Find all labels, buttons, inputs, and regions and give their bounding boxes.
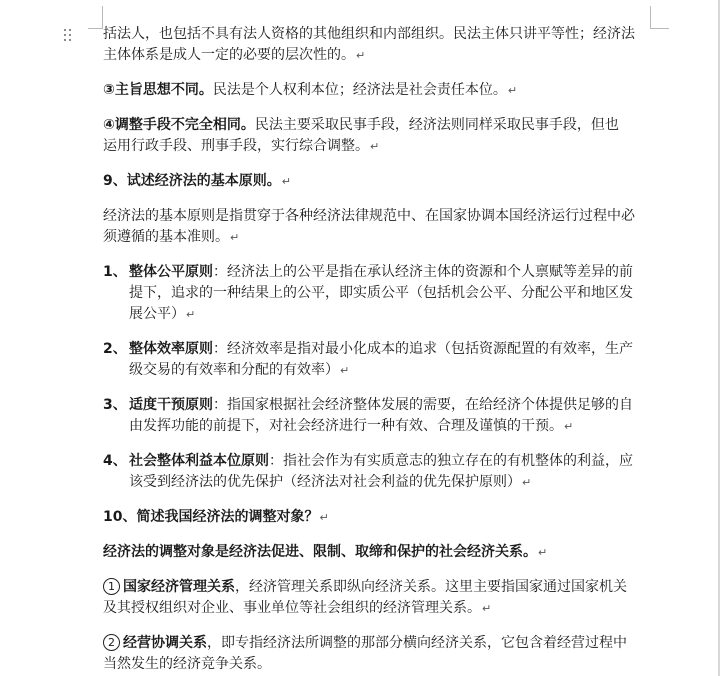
move-handle-icon[interactable] [64, 29, 74, 43]
list-item: 2、 整体效率原则：经济效率是指对最小化成本的追求（包括资源配置的有效率，生产 级交易的有效率和分配的有效率）↵ [103, 341, 633, 378]
paragraph: ④调整手段不完全相同。民法主要采取民事手段，经济法则同样采取民事手段，但也 运用行政手段、刑事手段，实行综合调整。↵ [103, 117, 619, 154]
paragraph-mark-icon: ↵ [564, 420, 574, 433]
document-body[interactable] [103, 24, 653, 675]
paragraph-mark-icon: ↵ [482, 602, 492, 615]
paragraph-mark-icon: ↵ [522, 476, 532, 489]
paragraph-mark-icon: ↵ [370, 140, 380, 153]
paragraph-mark-icon: ↵ [281, 175, 291, 188]
paragraph: 2 经营协调关系，即专指经济法所调整的那部分横向经济关系，它包含着经营过程中 当然发生的经济竞争关系。 [103, 635, 627, 672]
paragraph-mark-icon: ↵ [319, 511, 329, 524]
page-corner-mark-left [88, 6, 103, 29]
paragraph-mark-icon: ↵ [356, 49, 366, 62]
section-heading: 10、简述我国经济法的调整对象？↵ [103, 509, 329, 525]
paragraph: 经济法的基本原则是指贯穿于各种经济法律规范中、在国家协调本国经济运行过程中必 须遵循的基本准则。↵ [103, 208, 635, 245]
circled-number: 1 [103, 578, 120, 595]
paragraph-mark-icon: ↵ [230, 231, 240, 244]
paragraph-mark-icon: ↵ [186, 308, 196, 321]
paragraph: 1 国家经济管理关系，经济管理关系即纵向经济关系。这里主要指国家通过国家机关 及其授权组织对企业、事业单位等社会组织的经济管理关系。↵ [103, 579, 627, 616]
list-item: 4、 社会整体利益本位原则：指社会作为有实质意志的独立存在的有机整体的利益，应 该受到经济法的优先保护（经济法对社会利益的优先保护原则）↵ [103, 453, 633, 490]
paragraph: 经济法的调整对象是经济法促进、限制、取缔和保护的社会经济关系。↵ [103, 544, 548, 560]
paragraph: 括法人，也包括不具有法人资格的其他组织和内部组织。民法主体只讲平等性；经济法 主体体系是成人一定的必要的层次性的。↵ [103, 26, 635, 63]
list-item: 1、 整体公平原则：经济法上的公平是指在承认经济主体的资源和个人禀赋等差异的前 提下，追求的一种结果上的公平，即实质公平（包括机会公平、分配公平和地区发 展公平）↵ [103, 264, 633, 322]
paragraph-mark-icon: ↵ [340, 364, 350, 377]
circled-number: 2 [103, 634, 120, 651]
paragraph: ③主旨思想不同。民法是个人权利本位；经济法是社会责任本位。↵ [103, 82, 518, 98]
section-heading: 9、试述经济法的基本原则。↵ [103, 173, 291, 189]
paragraph-mark-icon: ↵ [507, 84, 518, 97]
paragraph-mark-icon: ↵ [538, 546, 548, 559]
list-item: 3、 适度干预原则：指国家根据社会经济整体发展的需要，在给经济个体提供足够的自 由发挥功能的前提下，对社会经济进行一种有效、合理及谨慎的干预。↵ [103, 397, 633, 434]
